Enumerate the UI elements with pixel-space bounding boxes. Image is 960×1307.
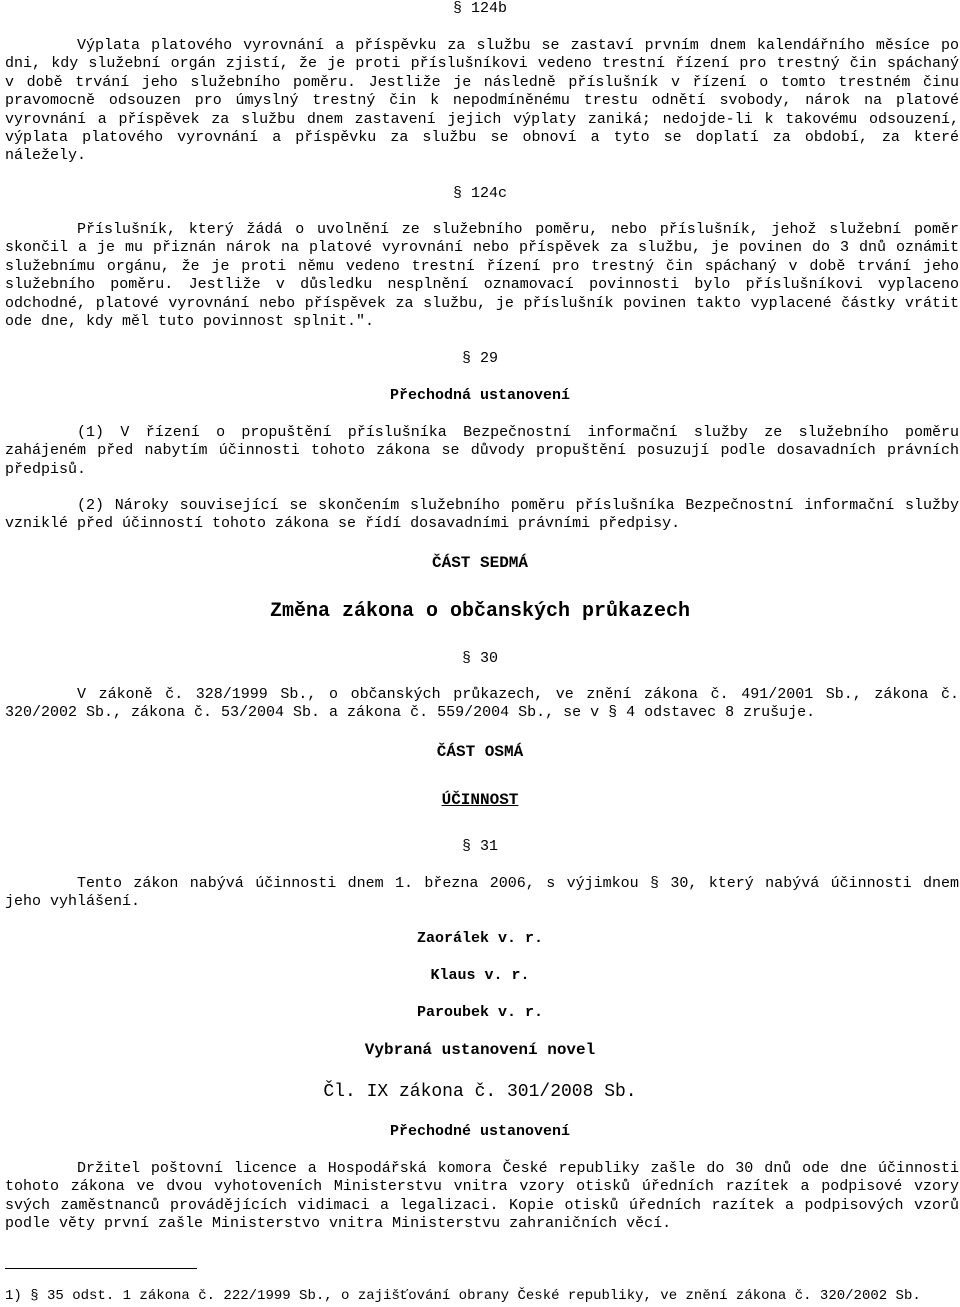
section-124b: § 124b (453, 0, 508, 17)
heading-cast-osma: ČÁST OSMÁ (436, 743, 524, 761)
heading-cast-sedma: ČÁST SEDMÁ (431, 554, 528, 572)
paragraph-30: V zákoně č. 328/1999 Sb., o občanských průkazech, ve znění zákona č. 491/2001 Sb., zákona č. 320/2002 Sb., zákona č. 53/2004 Sb. a zákona č. 559/2004 Sb., se v § 4 odstavec 8 zrušuje. (5, 686, 959, 722)
paragraph-cl-ix: Držitel poštovní licence a Hospodářská komora České republiky zašle do 30 dnů ode dne účinnosti tohoto zákona ve dvou vyhotoveních Ministerstvu vnitra vzory otisků úředních razítek a podpisové vzory svých zaměstnanců provádějících vidimaci a legalizaci. Kopie otisků úředních razítek a podpisových vzorů podle věty první zašle Ministerstvo vnitra Ministerstvu zahraničních věcí. (5, 1160, 959, 1233)
paragraph-124c: Příslušník, který žádá o uvolnění ze služebního poměru, nebo příslušník, jehož služební poměr skončil a je mu přiznán nárok na platové vyrovnání nebo příspěvek za službu, je povinen do 3 dnů oznámit služebnímu orgánu, že je proti němu vedeno trestní řízení pro trestný čin spáchaný v době trvání jeho služebního poměru. Jestliže v důsledku nesplnění oznamovací povinnosti bylo příslušníkovi vyplaceno odchodné, platové vyrovnání nebo příspěvek za službu, je příslušník povinen takto vyplacené částky vrátit ode dne, kdy měl tuto povinnost splnit.". (5, 221, 959, 331)
section-31: § 31 (461, 838, 498, 855)
paragraph-124b: Výplata platového vyrovnání a příspěvku za službu se zastaví prvním dnem kalendářního měsíce po dni, kdy služební orgán zjistí, že je proti příslušníkovi vedeno trestní řízení pro trestný čin spáchaný v době trvání jeho služebního poměru. Jestliže je následně příslušník v řízení o tomto trestném činu pravomocně odsouzen pro úmyslný trestný čin k nepodmíněnému trestu odnětí svobody, nárok na platové vyrovnání a příspěvek za službu dnem zastavení jejich výplaty zaniká; nedojde-li k takovému odsouzení, výplata platového vyrovnání a příspěvku za službu se obnoví a tyto se doplatí za období, za které náležely. (5, 37, 959, 165)
heading-zmena-zakona: Změna zákona o občanských průkazech (269, 600, 691, 623)
footnote: 1) § 35 odst. 1 zákona č. 222/1999 Sb., o zajišťování obrany České republiky, ve znění zákona č. 320/2002 Sb. (5, 1288, 921, 1304)
footnote-separator (5, 1268, 197, 1269)
paragraph-29-2: (2) Nároky související se skončením služebního poměru příslušníka Bezpečnostní informační služby vzniklé před účinností tohoto zákona se řídí dosavadními právními předpisy. (5, 497, 959, 533)
heading-ucinnost: ÚČINNOST (441, 791, 519, 809)
section-124c: § 124c (452, 185, 507, 202)
heading-prechodne-ustanoveni: Přechodné ustanovení (389, 1123, 571, 1140)
paragraph-31: Tento zákon nabývá účinnosti dnem 1. března 2006, s výjimkou § 30, který nabývá účinnosti dnem jeho vyhlášení. (5, 875, 959, 911)
signature-zaoralek: Zaorálek v. r. (416, 930, 544, 947)
section-29: § 29 (461, 350, 498, 367)
paragraph-29-1: (1) V řízení o propuštění příslušníka Bezpečnostní informační služby ze služebního poměru zahájeném před nabytím účinnosti tohoto zákona se důvody propuštění posuzují podle dosavadních právních předpisů. (5, 424, 959, 478)
heading-vybrana-ustanoveni: Vybraná ustanovení novel (364, 1041, 596, 1059)
heading-prechodna-ustanoveni: Přechodná ustanovení (389, 387, 571, 404)
signature-paroubek: Paroubek v. r. (416, 1004, 544, 1021)
signature-klaus: Klaus v. r. (430, 967, 530, 984)
heading-cl-ix: Čl. IX zákona č. 301/2008 Sb. (323, 1082, 637, 1102)
section-30: § 30 (461, 650, 498, 667)
